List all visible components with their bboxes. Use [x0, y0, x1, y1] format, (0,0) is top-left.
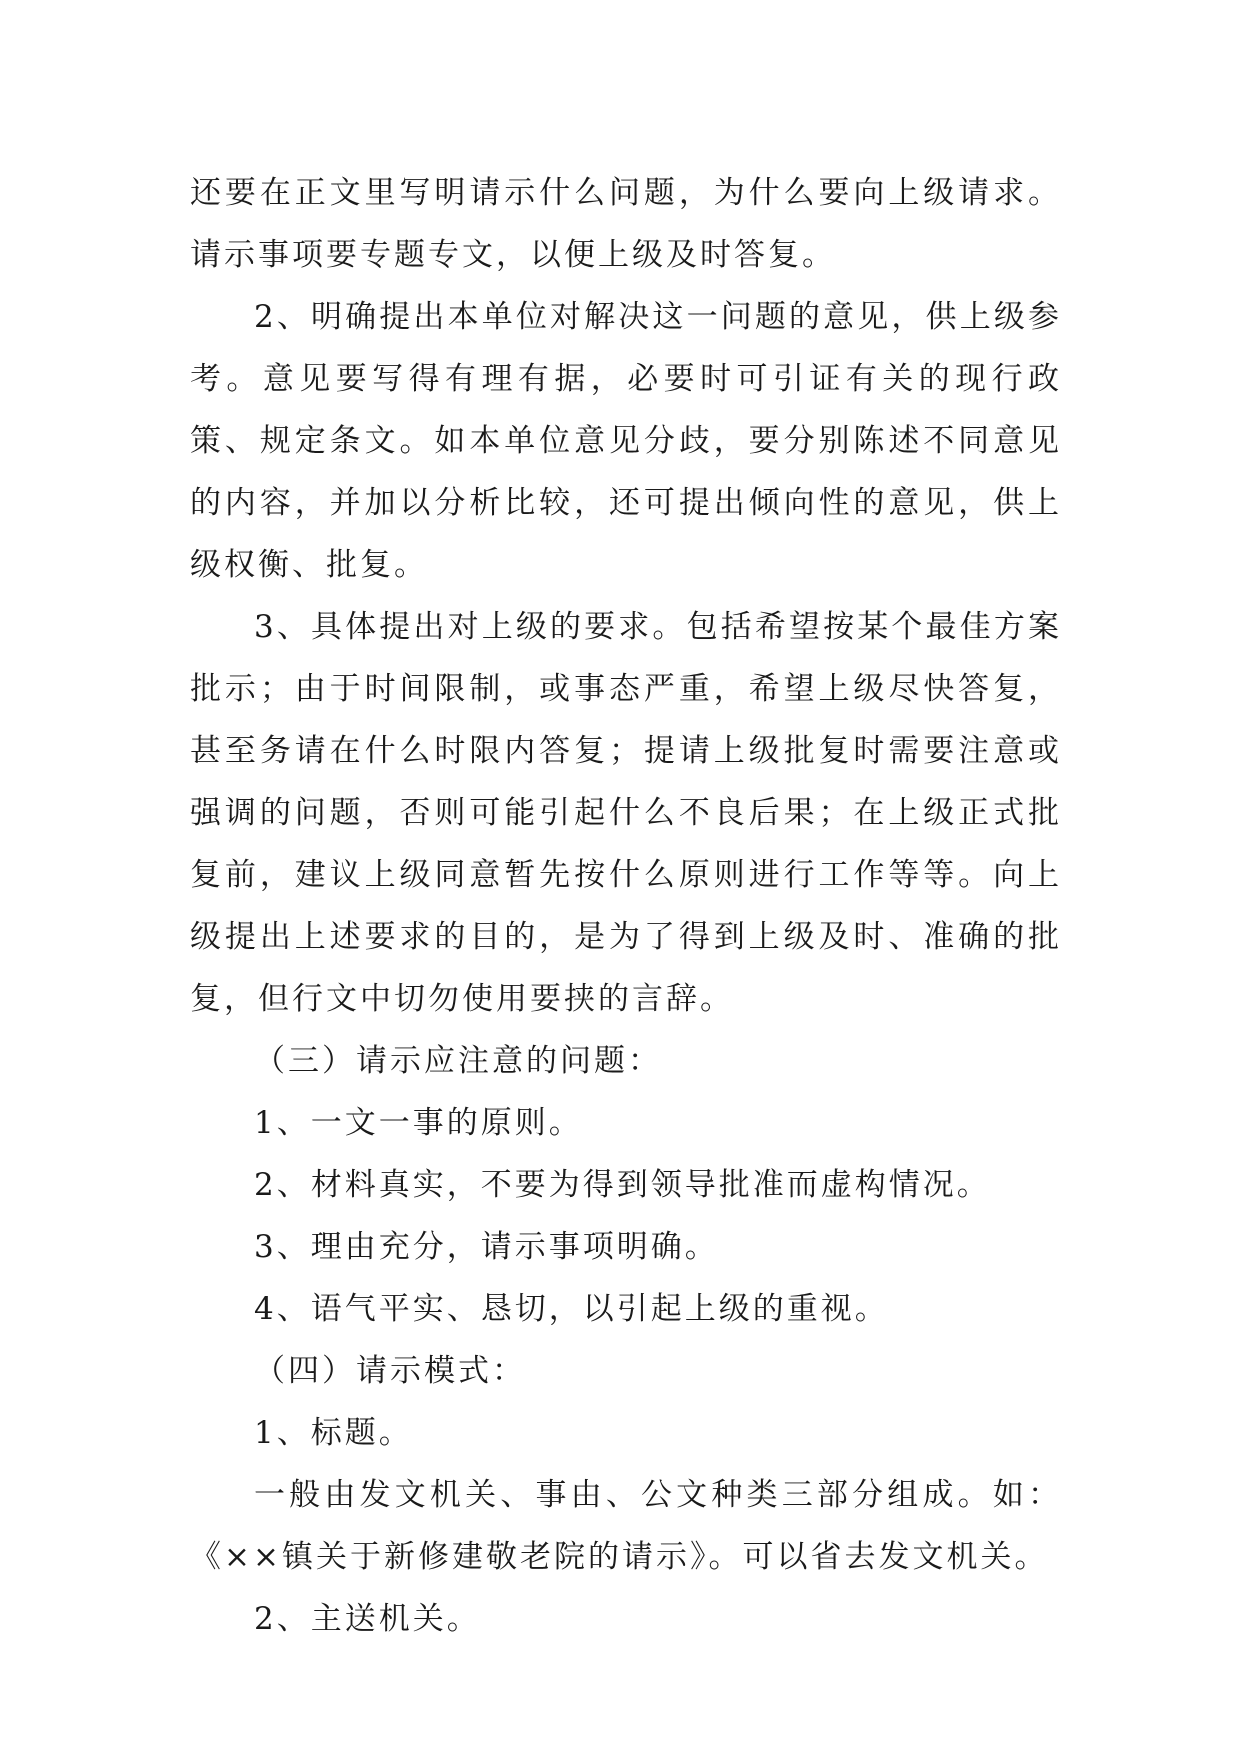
- list-item-2: 2、材料真实，不要为得到领导批准而虚构情况。: [254, 1167, 991, 1203]
- paragraph-item-2: 2、明确提出本单位对解决这一问题的意见，供上级参考。意见要写得有理有据，必要时可引证有关的现行政策、规定条文。如本单位意见分歧，要分别陈述不同意见的内容，并加以分析比较，还可提出倾向性的意见，供上级权衡、批复。: [190, 299, 1062, 583]
- subheading-title: 1、标题。: [254, 1415, 413, 1451]
- section-heading-4: （四）请示模式：: [254, 1353, 526, 1389]
- list-item-3: 3、理由充分，请示事项明确。: [254, 1229, 719, 1265]
- paragraph-continuation: 还要在正文里写明请示什么问题，为什么要向上级请求。请示事项要专题专文，以便上级及时答复。: [190, 175, 1062, 273]
- document-body: [190, 162, 1062, 1650]
- paragraph-item-3: 3、具体提出对上级的要求。包括希望按某个最佳方案批示；由于时间限制，或事态严重，希望上级尽快答复，甚至务请在什么时限内答复；提请上级批复时需要注意或强调的问题，否则可能引起什么不良后果；在上级正式批复前，建议上级同意暂先按什么原则进行工作等等。向上级提出上述要求的目的，是为了得到上级及时、准确的批复，但行文中切勿使用要挟的言辞。: [190, 609, 1062, 1017]
- section-heading-3: （三）请示应注意的问题：: [254, 1043, 662, 1079]
- list-item-1: 1、一文一事的原则。: [254, 1105, 583, 1141]
- list-item-4: 4、语气平实、恳切，以引起上级的重视。: [254, 1291, 889, 1327]
- subheading-recipient: 2、主送机关。: [254, 1601, 481, 1637]
- paragraph-title-description: 一般由发文机关、事由、公文种类三部分组成。如：《××镇关于新修建敬老院的请示》。可以省去发文机关。: [190, 1477, 1062, 1575]
